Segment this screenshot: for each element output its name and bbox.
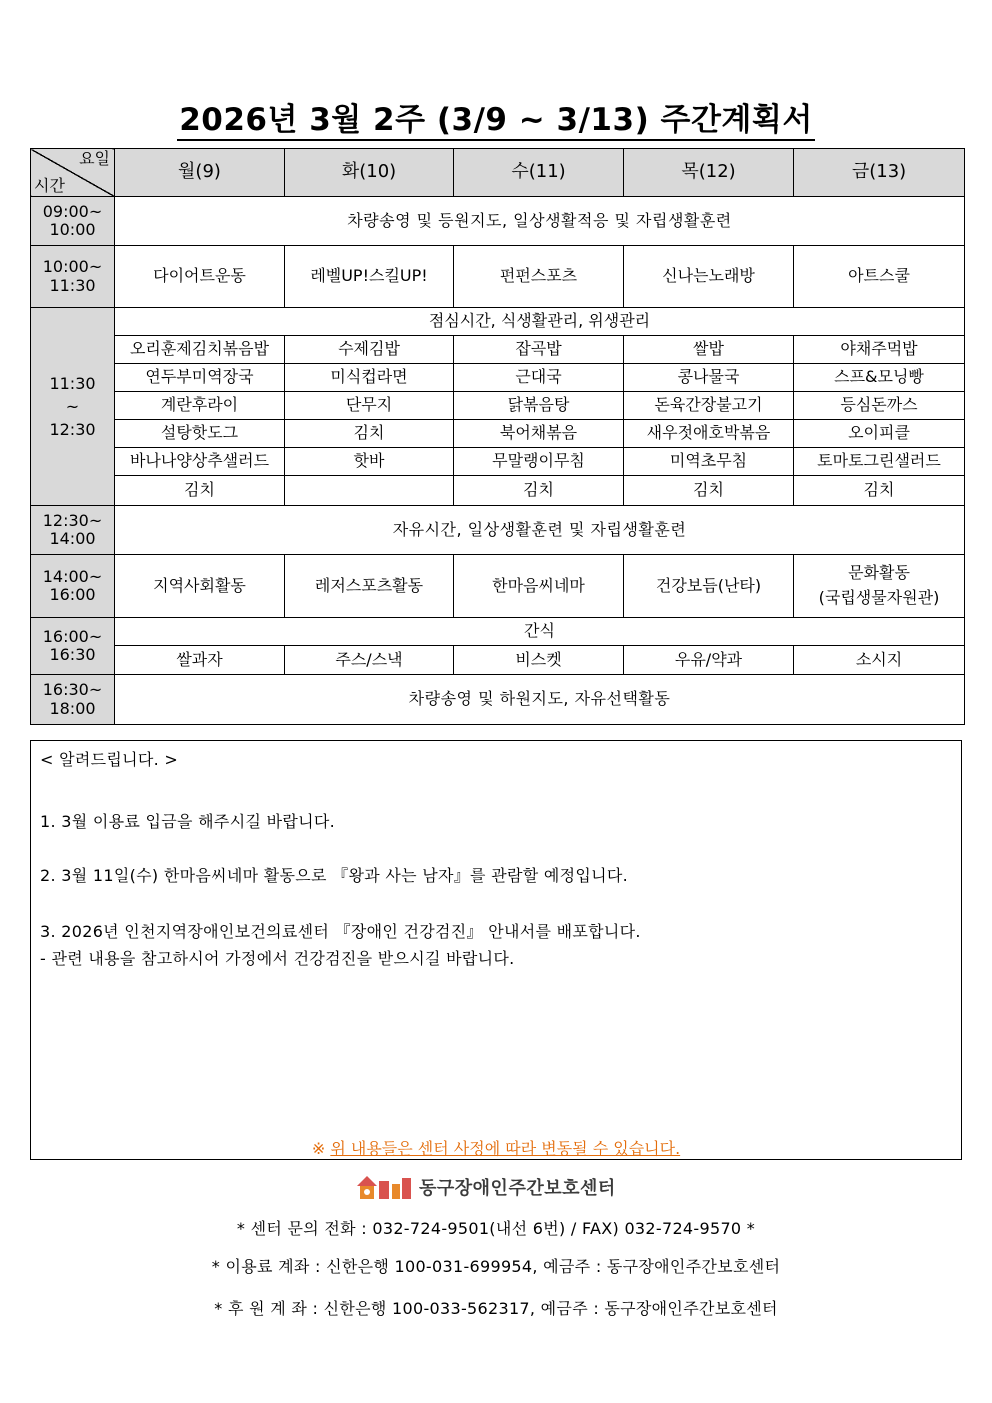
activity-cell: 다이어트운동 [115,246,285,308]
lunch-header-row [31,308,965,336]
lunch-menu-row [31,448,965,476]
time-cell [31,675,115,725]
time-label: 14:00~ 16:00 [42,566,103,604]
day-header-wed: 수(11) [454,149,624,197]
time-cell [31,618,115,675]
day-header-fri: 금(13) [794,149,965,197]
snack-cell: 우유/약과 [624,646,794,675]
menu-cell [285,476,454,506]
menu-cell: 계란후라이 [115,392,285,420]
menu-cell: 콩나물국 [624,364,794,392]
menu-cell: 단무지 [285,392,454,420]
center-logo [355,1172,616,1202]
menu-cell: 김치 [454,476,624,506]
footer-support-account: * 후 원 계 좌 : 신한은행 100-033-562317, 예금주 : 동구장애인주간보호센터 [214,1299,778,1318]
snack-cell: 주스/스낵 [285,646,454,675]
notice-item-3: 3. 2026년 인천지역장애인보건의료센터 『장애인 건강검진』 안내서를 배포합니다. [40,922,641,941]
activity-cell: 한마음씨네마 [454,555,624,618]
lunch-menu-row [31,420,965,448]
notice-item-1: 1. 3월 이용료 입금을 해주시길 바랍니다. [40,812,336,831]
notice-box [30,740,962,1160]
time-cell [31,555,115,618]
warning-text: 위 내용들은 센터 사정에 따라 변동될 수 있습니다. [330,1139,681,1158]
activity-cell: 차량송영 및 등원지도, 일상생활적응 및 자립생활훈련 [115,197,965,246]
menu-cell: 연두부미역장국 [115,364,285,392]
menu-cell: 쌀밥 [624,336,794,364]
menu-cell: 미식컵라면 [285,364,454,392]
page-title-text: 2026년 3월 2주 (3/9 ~ 3/13) 주간계획서 [177,102,815,141]
time-label: 11:30 ~ 12:30 [49,373,96,440]
time-cell [31,197,115,246]
menu-cell: 김치 [115,476,285,506]
time-label: 10:00~ 11:30 [42,257,103,295]
menu-cell: 돈육간장불고기 [624,392,794,420]
snack-header: 간식 [115,618,965,646]
activity-cell: 펀펀스포츠 [454,246,624,308]
activity-cell: 차량송영 및 하원지도, 자유선택활동 [115,675,965,725]
menu-cell: 오이피클 [794,420,965,448]
time-label: 16:00~ 16:30 [42,626,103,664]
snack-header-row [31,618,965,646]
notice-item-2: 2. 3월 11일(수) 한마음씨네마 활동으로 『왕과 사는 남자』를 관람할 예정입니다. [40,866,629,885]
menu-cell: 닭볶음탕 [454,392,624,420]
slot-1230-row [31,506,965,555]
slot-1000-row [31,246,965,308]
footer-phone: * 센터 문의 전화 : 032-724-9501(내선 6번) / FAX) 032-724-9570 * [236,1219,756,1238]
snack-row [31,646,965,675]
activity-cell: 레벨UP!스킬UP! [285,246,454,308]
page-title [0,94,992,139]
snack-cell: 소시지 [794,646,965,675]
activity-cell [794,555,965,618]
menu-cell: 잡곡밥 [454,336,624,364]
activity-text: 문화활동 (국립생물자원관) [818,563,940,607]
activity-cell: 지역사회활동 [115,555,285,618]
notice-warning [31,1136,961,1159]
footer-fee-account: * 이용료 계좌 : 신한은행 100-031-699954, 예금주 : 동구장애인주간보호센터 [211,1257,781,1276]
day-header-mon: 월(9) [115,149,285,197]
time-label: 16:30~ 18:00 [42,680,103,718]
menu-cell: 김치 [794,476,965,506]
activity-cell: 레저스포츠활동 [285,555,454,618]
menu-cell: 스프&모닝빵 [794,364,965,392]
day-header-thu: 목(12) [624,149,794,197]
time-cell [31,506,115,555]
slot-0900-row [31,197,965,246]
activity-cell: 신나는노래방 [624,246,794,308]
center-name: 동구장애인주간보호센터 [419,1178,616,1199]
menu-cell: 등심돈까스 [794,392,965,420]
weekly-schedule-table [30,148,965,725]
lunch-menu-row [31,336,965,364]
menu-cell: 설탕핫도그 [115,420,285,448]
time-cell [31,308,115,506]
snack-cell: 쌀과자 [115,646,285,675]
lunch-menu-row [31,392,965,420]
activity-cell: 자유시간, 일상생활훈련 및 자립생활훈련 [115,506,965,555]
menu-cell: 야채주먹밥 [794,336,965,364]
menu-cell: 핫바 [285,448,454,476]
snack-cell: 비스켓 [454,646,624,675]
lunch-header: 점심시간, 식생활관리, 위생관리 [115,308,965,336]
time-label: 12:30~ 14:00 [42,510,103,548]
menu-cell: 토마토그린샐러드 [794,448,965,476]
time-cell [31,246,115,308]
warning-mark: ※ [311,1139,326,1158]
menu-cell: 김치 [624,476,794,506]
day-header-tue: 화(10) [285,149,454,197]
lunch-menu-row [31,364,965,392]
menu-cell: 김치 [285,420,454,448]
activity-cell: 건강보듬(난타) [624,555,794,618]
notice-item-3-sub: - 관련 내용을 참고하시어 가정에서 건강검진을 받으시길 바랍니다. [40,949,515,968]
time-label: 09:00~ 10:00 [42,201,103,239]
menu-cell: 수제김밥 [285,336,454,364]
notice-heading: < 알려드립니다. > [40,750,179,769]
menu-cell: 미역초무침 [624,448,794,476]
slot-1400-row [31,555,965,618]
menu-cell: 오리훈제김치볶음밥 [115,336,285,364]
corner-time-label: 시간 [34,175,65,195]
menu-cell: 근대국 [454,364,624,392]
corner-day-label: 요일 [79,149,110,168]
menu-cell: 새우젓애호박볶음 [624,420,794,448]
header-row [31,149,965,197]
slot-1630-row [31,675,965,725]
header-corner [31,149,115,197]
menu-cell: 바나나양상추샐러드 [115,448,285,476]
lunch-menu-row [31,476,965,506]
house-logo-icon [355,1173,413,1201]
activity-cell: 아트스쿨 [794,246,965,308]
menu-cell: 북어채볶음 [454,420,624,448]
menu-cell: 무말랭이무침 [454,448,624,476]
